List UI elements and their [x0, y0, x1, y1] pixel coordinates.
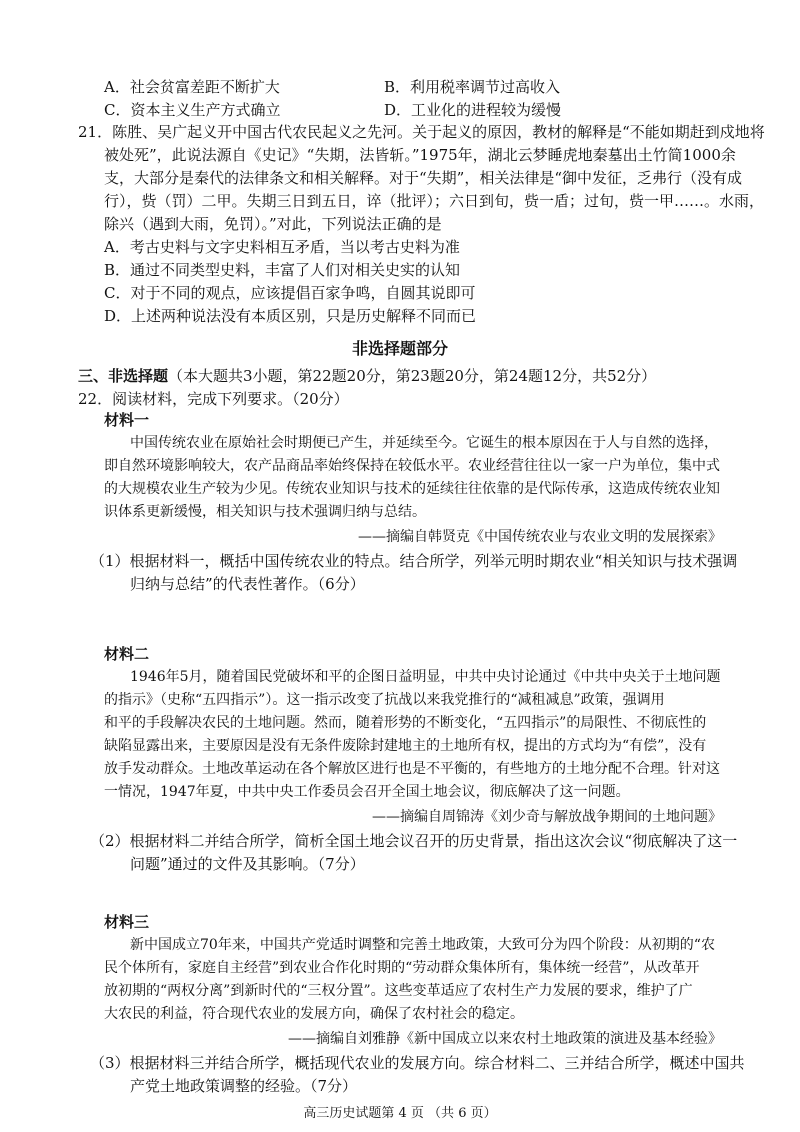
material-2-line: 一情况，1947年夏，中共中央工作委员会召开全国土地会议，彻底解决了这一问题。	[104, 784, 630, 800]
material-2-line: 1946年5月，随着国民党破坏和平的企图日益明显，中共中央讨论通过《中共中央关于土地问题	[130, 669, 721, 685]
material-1-source: ——摘编自韩贤克《中国传统农业与农业文明的发展探索》	[358, 529, 722, 545]
material-3-line: 大农民的利益，符合现代农业的发展方向，确保了农村社会的稳定。	[104, 1006, 524, 1022]
material-3-source: ——摘编自刘雅静《新中国成立以来农村土地政策的演进及基本经验》	[288, 1031, 722, 1047]
q21-stem-line: 21．陈胜、吴广起义开中国古代农民起义之先河。关于起义的原因，教材的解释是“不能如期赶到戍地将	[78, 123, 765, 141]
q20-option-d: D．工业化的进程较为缓慢	[384, 101, 562, 119]
material-3-line: 民个体所有，家庭自主经营”到农业合作化时期的“劳动群众集体所有，集体统一经营”，从改革开	[104, 960, 700, 976]
q21-option-c: C．对于不同的观点，应该提倡百家争鸣，自圆其说即可	[104, 284, 476, 302]
q21-stem-line: 支，大部分是秦代的法律条文和相关解释。对于“失期”，相关法律是“御中发征，乏弗行（没有成	[104, 169, 743, 187]
q21-option-a: A．考古史料与文字史料相互矛盾，当以考古史料为准	[104, 238, 460, 256]
q21-stem-line: 行），赀（罚）二甲。失期三日到五日，谇（批评）；六日到旬，赀一盾；过旬，赀一甲……。水雨，	[104, 192, 765, 210]
q20-option-c: C．资本主义生产方式确立	[104, 101, 281, 119]
material-2-source: ——摘编自周锦涛《刘少奇与解放战争期间的土地问题》	[372, 809, 722, 825]
material-1-line: 的大规模农业生产较为少见。传统农业知识与技术的延续往往依靠的是代际传承，这造成传统农业知	[104, 481, 720, 497]
part3-heading	[78, 366, 656, 386]
material-2-line: 和平的手段解决农民的土地问题。然而，随着形势的不断变化，“五四指示”的局限性、不彻底性的	[104, 715, 707, 731]
material-2-title: 材料二	[104, 645, 150, 663]
q22-intro: 22．阅读材料，完成下列要求。（20分）	[78, 390, 349, 408]
material-1-title: 材料一	[104, 411, 150, 429]
material-2-line: 的指示》（史称“五四指示”）。这一指示改变了抗战以来我党推行的“减租减息”政策，强调用	[104, 692, 665, 708]
part3-note: （本大题共3小题，第22题20分，第23题20分，第24题12分，共52分）	[168, 367, 657, 385]
question-3-line: （3）根据材料三并结合所学，概括现代农业的发展方向。综合材料二、三并结合所学，概述中国共	[90, 1054, 745, 1072]
material-1-line: 中国传统农业在原始社会时期便已产生，并延续至今。它诞生的根本原因在于人与自然的选择，	[130, 435, 718, 451]
material-3-line: 新中国成立70年来，中国共产党适时调整和完善土地政策，大致可分为四个阶段：从初期的“农	[130, 937, 715, 953]
material-1-line: 识体系更新缓慢，相关知识与技术强调归纳与总结。	[104, 504, 426, 520]
material-2-line: 放手发动群众。土地改革运动在各个解放区进行也是不平衡的，有些地方的土地分配不合理。针对这	[104, 761, 720, 777]
question-2-line: （2）根据材料二并结合所学，简析全国土地会议召开的历史背景，指出这次会议“彻底解决了这一	[90, 832, 738, 850]
question-3-line: 产党土地政策调整的经验。（7分）	[130, 1077, 358, 1095]
q20-option-a: A．社会贫富差距不断扩大	[104, 78, 280, 96]
material-2-line: 缺陷显露出来，主要原因是没有无条件废除封建地主的土地所有权，提出的方式均为“有偿”，没有	[104, 738, 707, 754]
section-title: 非选择题部分	[351, 339, 448, 358]
q20-option-b: B．利用税率调节过高收入	[384, 78, 561, 96]
question-1-line: （1）根据材料一，概括中国传统农业的特点。结合所学，列举元明时期农业“相关知识与技术强调	[90, 552, 738, 570]
q21-stem-line: 除兴（遇到大雨，免罚）。”对此，下列说法正确的是	[104, 215, 442, 233]
material-1-line: 即自然环境影响较大，农产品商品率始终保持在较低水平。农业经营往往以一家一户为单位，集中式	[104, 458, 720, 474]
page-footer: 高三历史试题第 4 页 （共 6 页）	[303, 1106, 497, 1121]
material-3-title: 材料三	[104, 913, 150, 931]
q21-option-b: B．通过不同类型史料，丰富了人们对相关史实的认知	[104, 261, 461, 279]
question-1-line: 归纳与总结”的代表性著作。（6分）	[130, 575, 365, 593]
q21-option-d: D．上述两种说法没有本质区别，只是历史解释不同而已	[104, 307, 477, 325]
material-3-line: 放初期的“两权分离”到新时代的“三权分置”。这些变革适应了农村生产力发展的要求，维护了广	[104, 983, 693, 999]
part3-label: 三、非选择题	[78, 367, 169, 385]
q21-stem-line: 被处死”，此说法源自《史记》“失期，法皆斩。”1975年，湖北云梦睡虎地秦墓出土竹简1000余	[104, 146, 736, 164]
question-2-line: 问题”通过的文件及其影响。（7分）	[130, 855, 365, 873]
